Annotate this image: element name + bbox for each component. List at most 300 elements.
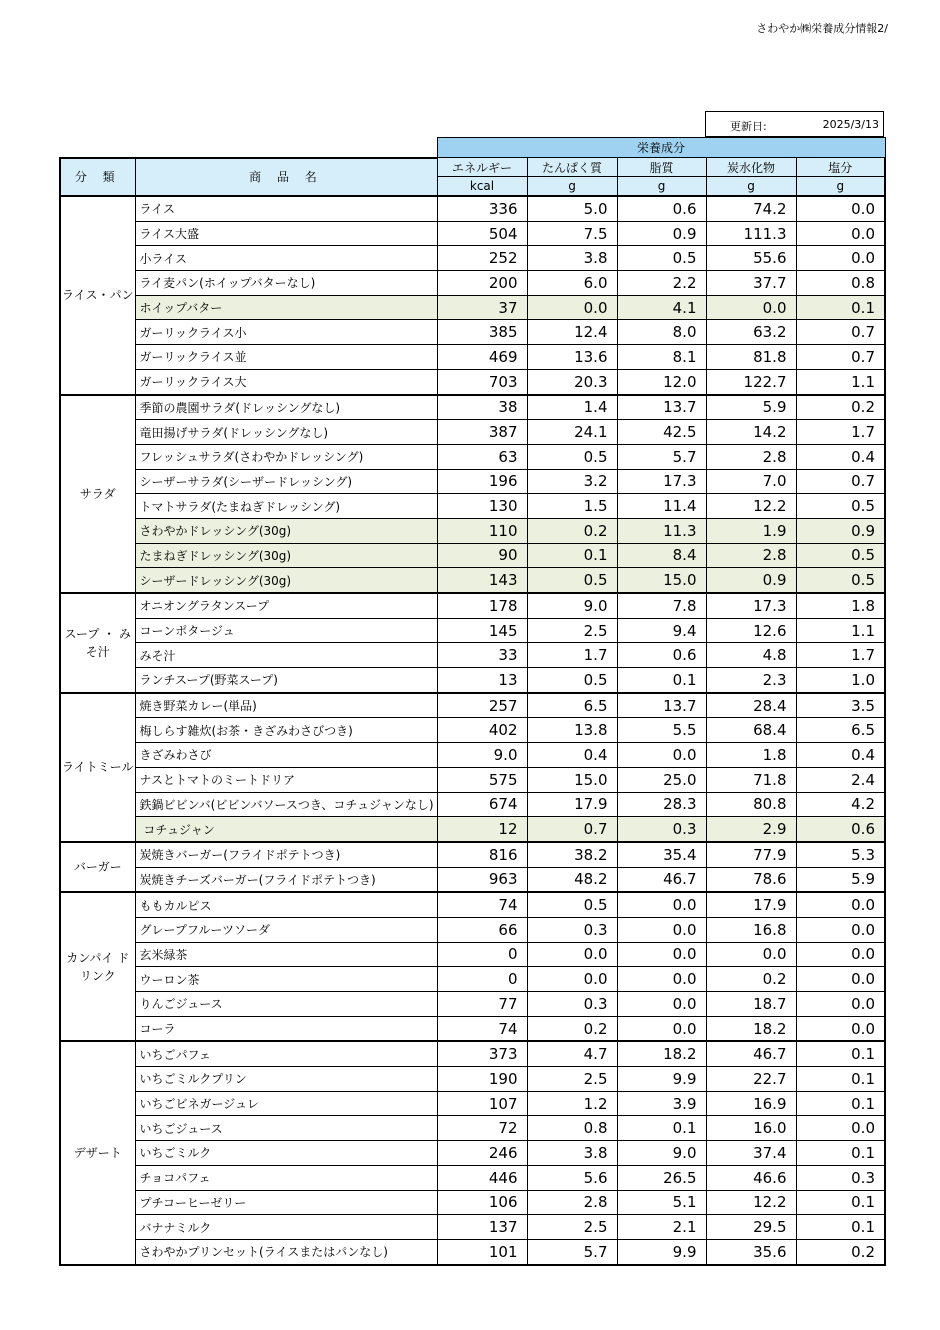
product-name: いちごパフェ xyxy=(135,1041,437,1066)
carbs-value: 35.6 xyxy=(706,1239,796,1264)
salt-value: 1.8 xyxy=(796,593,885,618)
product-name: オニオングラタンスープ xyxy=(135,593,437,618)
name-header: 商 品 名 xyxy=(135,158,437,197)
protein-value: 3.8 xyxy=(527,1141,617,1166)
fat-value: 5.5 xyxy=(617,718,706,743)
table-row xyxy=(60,842,885,867)
fat-value: 11.4 xyxy=(617,494,706,519)
protein-value: 1.5 xyxy=(527,494,617,519)
energy-value: 74 xyxy=(437,892,527,917)
protein-value: 38.2 xyxy=(527,842,617,867)
carbs-value: 0.0 xyxy=(706,295,796,320)
product-name: 梅しらす雑炊(お茶・きざみわさびつき) xyxy=(135,718,437,743)
salt-value: 0.0 xyxy=(796,221,885,246)
table-row xyxy=(60,420,885,445)
product-name: いちごビネガージュレ xyxy=(135,1091,437,1116)
carbs-value: 16.8 xyxy=(706,917,796,942)
carbs-value: 17.9 xyxy=(706,892,796,917)
protein-value: 24.1 xyxy=(527,420,617,445)
column-header-protein: たんぱく質 xyxy=(527,158,617,177)
fat-value: 13.7 xyxy=(617,395,706,420)
carbs-value: 46.6 xyxy=(706,1165,796,1190)
protein-value: 2.8 xyxy=(527,1190,617,1215)
protein-value: 0.7 xyxy=(527,817,617,842)
product-name: ウーロン茶 xyxy=(135,967,437,992)
product-name: 炭焼きバーガー(フライドポテトつき) xyxy=(135,842,437,867)
table-row xyxy=(60,395,885,420)
fat-value: 9.0 xyxy=(617,1141,706,1166)
carbs-value: 29.5 xyxy=(706,1215,796,1240)
energy-value: 674 xyxy=(437,792,527,817)
carbs-value: 12.6 xyxy=(706,618,796,643)
product-name: ガーリックライス並 xyxy=(135,345,437,370)
fat-value: 11.3 xyxy=(617,518,706,543)
salt-value: 0.7 xyxy=(796,469,885,494)
table-row xyxy=(60,221,885,246)
carbs-value: 17.3 xyxy=(706,593,796,618)
carbs-value: 2.9 xyxy=(706,817,796,842)
energy-value: 703 xyxy=(437,369,527,394)
fat-value: 0.0 xyxy=(617,892,706,917)
energy-value: 469 xyxy=(437,345,527,370)
salt-value: 0.0 xyxy=(796,917,885,942)
energy-value: 387 xyxy=(437,420,527,445)
energy-value: 504 xyxy=(437,221,527,246)
protein-value: 5.6 xyxy=(527,1165,617,1190)
salt-value: 3.5 xyxy=(796,693,885,718)
salt-value: 0.0 xyxy=(796,992,885,1017)
fat-value: 26.5 xyxy=(617,1165,706,1190)
table-row xyxy=(60,518,885,543)
protein-value: 6.5 xyxy=(527,693,617,718)
carbs-value: 16.0 xyxy=(706,1116,796,1141)
salt-value: 0.5 xyxy=(796,543,885,568)
product-name: コチュジャン xyxy=(135,817,437,842)
energy-value: 12 xyxy=(437,817,527,842)
energy-value: 446 xyxy=(437,1165,527,1190)
category-cell: サラダ xyxy=(60,395,135,594)
nutrition-title: 栄養成分 xyxy=(437,138,885,158)
category-cell: デザート xyxy=(60,1041,135,1264)
table-row xyxy=(60,792,885,817)
fat-value: 8.0 xyxy=(617,320,706,345)
fat-value: 28.3 xyxy=(617,792,706,817)
salt-value: 0.2 xyxy=(796,1239,885,1264)
salt-value: 1.7 xyxy=(796,643,885,668)
product-name: ライス大盛 xyxy=(135,221,437,246)
salt-value: 0.0 xyxy=(796,967,885,992)
carbs-value: 81.8 xyxy=(706,345,796,370)
category-cell: ライトミール xyxy=(60,693,135,842)
energy-value: 143 xyxy=(437,568,527,593)
carbs-value: 16.9 xyxy=(706,1091,796,1116)
table-row xyxy=(60,1215,885,1240)
product-name: 炭焼きチーズバーガー(フライドポテトつき) xyxy=(135,867,437,892)
column-header-fat: 脂質 xyxy=(617,158,706,177)
salt-value: 6.5 xyxy=(796,718,885,743)
product-name: みそ汁 xyxy=(135,643,437,668)
table-row xyxy=(60,1016,885,1041)
table-row xyxy=(60,494,885,519)
document-header: さわやか㈱栄養成分情報2/ xyxy=(756,22,888,35)
fat-value: 2.1 xyxy=(617,1215,706,1240)
carbs-value: 12.2 xyxy=(706,1190,796,1215)
fat-value: 42.5 xyxy=(617,420,706,445)
carbs-value: 18.7 xyxy=(706,992,796,1017)
carbs-value: 80.8 xyxy=(706,792,796,817)
column-header-energy: エネルギー xyxy=(437,158,527,177)
energy-value: 110 xyxy=(437,518,527,543)
product-name: チョコパフェ xyxy=(135,1165,437,1190)
fat-value: 15.0 xyxy=(617,568,706,593)
protein-value: 0.5 xyxy=(527,568,617,593)
table-row xyxy=(60,1141,885,1166)
energy-value: 336 xyxy=(437,196,527,221)
energy-value: 575 xyxy=(437,767,527,792)
header-spacer xyxy=(60,138,437,158)
product-name: バナナミルク xyxy=(135,1215,437,1240)
protein-value: 0.5 xyxy=(527,444,617,469)
salt-value: 1.7 xyxy=(796,420,885,445)
energy-value: 178 xyxy=(437,593,527,618)
category-cell: カンパイ ドリンク xyxy=(60,892,135,1041)
table-row xyxy=(60,1116,885,1141)
unit-protein: g xyxy=(527,177,617,197)
fat-value: 0.6 xyxy=(617,196,706,221)
table-row xyxy=(60,369,885,394)
product-name: いちごミルクプリン xyxy=(135,1067,437,1092)
energy-value: 257 xyxy=(437,693,527,718)
salt-value: 0.1 xyxy=(796,1067,885,1092)
carbs-value: 2.8 xyxy=(706,543,796,568)
product-name: コーラ xyxy=(135,1016,437,1041)
table-row xyxy=(60,817,885,842)
protein-value: 0.2 xyxy=(527,1016,617,1041)
protein-value: 7.5 xyxy=(527,221,617,246)
fat-value: 8.4 xyxy=(617,543,706,568)
fat-value: 0.1 xyxy=(617,1116,706,1141)
carbs-value: 77.9 xyxy=(706,842,796,867)
unit-salt: g xyxy=(796,177,885,197)
salt-value: 0.2 xyxy=(796,395,885,420)
product-name: ガーリックライス大 xyxy=(135,369,437,394)
carbs-value: 74.2 xyxy=(706,196,796,221)
salt-value: 0.1 xyxy=(796,1141,885,1166)
product-name: 小ライス xyxy=(135,246,437,271)
unit-energy: kcal xyxy=(437,177,527,197)
fat-value: 4.1 xyxy=(617,295,706,320)
protein-value: 12.4 xyxy=(527,320,617,345)
protein-value: 0.5 xyxy=(527,668,617,693)
salt-value: 5.9 xyxy=(796,867,885,892)
table-row xyxy=(60,1239,885,1264)
table-row xyxy=(60,1091,885,1116)
carbs-value: 122.7 xyxy=(706,369,796,394)
table-row xyxy=(60,867,885,892)
protein-value: 1.2 xyxy=(527,1091,617,1116)
table-row xyxy=(60,1067,885,1092)
product-name: コーンポタージュ xyxy=(135,618,437,643)
table-row xyxy=(60,618,885,643)
fat-value: 0.5 xyxy=(617,246,706,271)
protein-value: 0.3 xyxy=(527,992,617,1017)
carbs-value: 2.3 xyxy=(706,668,796,693)
energy-value: 246 xyxy=(437,1141,527,1166)
energy-value: 145 xyxy=(437,618,527,643)
carbs-value: 46.7 xyxy=(706,1041,796,1066)
carbs-value: 12.2 xyxy=(706,494,796,519)
energy-value: 130 xyxy=(437,494,527,519)
salt-value: 0.0 xyxy=(796,1016,885,1041)
product-name: ももカルピス xyxy=(135,892,437,917)
product-name: 季節の農園サラダ(ドレッシングなし) xyxy=(135,395,437,420)
fat-value: 3.9 xyxy=(617,1091,706,1116)
protein-value: 0.8 xyxy=(527,1116,617,1141)
fat-value: 0.1 xyxy=(617,668,706,693)
category-cell: ライス・パン xyxy=(60,196,135,395)
energy-value: 816 xyxy=(437,842,527,867)
product-name: 鉄鍋ビビンバ(ビビンバソースつき、コチュジャンなし) xyxy=(135,792,437,817)
product-name: りんごジュース xyxy=(135,992,437,1017)
protein-value: 20.3 xyxy=(527,369,617,394)
unit-carbs: g xyxy=(706,177,796,197)
protein-value: 6.0 xyxy=(527,271,617,296)
category-cell: バーガー xyxy=(60,842,135,892)
salt-value: 0.4 xyxy=(796,444,885,469)
product-name: さわやかプリンセット(ライスまたはパンなし) xyxy=(135,1239,437,1264)
table-row xyxy=(60,568,885,593)
energy-value: 196 xyxy=(437,469,527,494)
protein-value: 0.2 xyxy=(527,518,617,543)
energy-value: 0 xyxy=(437,942,527,967)
fat-value: 35.4 xyxy=(617,842,706,867)
table-row xyxy=(60,992,885,1017)
fat-value: 18.2 xyxy=(617,1041,706,1066)
carbs-value: 7.0 xyxy=(706,469,796,494)
protein-value: 0.0 xyxy=(527,295,617,320)
protein-value: 0.3 xyxy=(527,917,617,942)
fat-value: 12.0 xyxy=(617,369,706,394)
table-row xyxy=(60,295,885,320)
salt-value: 0.1 xyxy=(796,295,885,320)
fat-value: 7.8 xyxy=(617,593,706,618)
salt-value: 0.0 xyxy=(796,892,885,917)
salt-value: 1.1 xyxy=(796,618,885,643)
product-name: シーザーサラダ(シーザードレッシング) xyxy=(135,469,437,494)
table-row xyxy=(60,668,885,693)
fat-value: 46.7 xyxy=(617,867,706,892)
salt-value: 0.6 xyxy=(796,817,885,842)
protein-value: 0.4 xyxy=(527,743,617,768)
salt-value: 0.0 xyxy=(796,1116,885,1141)
product-name: ガーリックライス小 xyxy=(135,320,437,345)
fat-value: 0.6 xyxy=(617,643,706,668)
table-row xyxy=(60,917,885,942)
fat-value: 0.3 xyxy=(617,817,706,842)
fat-value: 5.1 xyxy=(617,1190,706,1215)
protein-value: 2.5 xyxy=(527,1215,617,1240)
product-name: ホイップバター xyxy=(135,295,437,320)
salt-value: 2.4 xyxy=(796,767,885,792)
carbs-value: 18.2 xyxy=(706,1016,796,1041)
table-row xyxy=(60,1165,885,1190)
salt-value: 0.3 xyxy=(796,1165,885,1190)
table-row xyxy=(60,693,885,718)
table-row xyxy=(60,444,885,469)
table-row xyxy=(60,967,885,992)
fat-value: 5.7 xyxy=(617,444,706,469)
energy-value: 101 xyxy=(437,1239,527,1264)
fat-value: 0.0 xyxy=(617,967,706,992)
protein-value: 1.7 xyxy=(527,643,617,668)
product-name: いちごミルク xyxy=(135,1141,437,1166)
salt-value: 1.0 xyxy=(796,668,885,693)
product-name: いちごジュース xyxy=(135,1116,437,1141)
protein-value: 0.5 xyxy=(527,892,617,917)
carbs-value: 63.2 xyxy=(706,320,796,345)
energy-value: 106 xyxy=(437,1190,527,1215)
energy-value: 402 xyxy=(437,718,527,743)
salt-value: 0.7 xyxy=(796,320,885,345)
energy-value: 72 xyxy=(437,1116,527,1141)
table-row xyxy=(60,643,885,668)
energy-value: 137 xyxy=(437,1215,527,1240)
salt-value: 1.1 xyxy=(796,369,885,394)
carbs-value: 2.8 xyxy=(706,444,796,469)
fat-value: 9.9 xyxy=(617,1239,706,1264)
protein-value: 13.6 xyxy=(527,345,617,370)
table-row xyxy=(60,1190,885,1215)
salt-value: 0.7 xyxy=(796,345,885,370)
fat-value: 9.9 xyxy=(617,1067,706,1092)
salt-value: 0.0 xyxy=(796,246,885,271)
update-date: 2025/3/13 xyxy=(822,118,879,131)
carbs-value: 37.7 xyxy=(706,271,796,296)
fat-value: 2.2 xyxy=(617,271,706,296)
salt-value: 0.8 xyxy=(796,271,885,296)
unit-fat: g xyxy=(617,177,706,197)
protein-value: 15.0 xyxy=(527,767,617,792)
product-name: プチコーヒーゼリー xyxy=(135,1190,437,1215)
carbs-value: 14.2 xyxy=(706,420,796,445)
product-name: グレープフルーツソーダ xyxy=(135,917,437,942)
fat-value: 9.4 xyxy=(617,618,706,643)
fat-value: 0.0 xyxy=(617,942,706,967)
protein-value: 9.0 xyxy=(527,593,617,618)
table-row xyxy=(60,543,885,568)
salt-value: 0.1 xyxy=(796,1215,885,1240)
salt-value: 0.5 xyxy=(796,568,885,593)
carbs-value: 4.8 xyxy=(706,643,796,668)
energy-value: 13 xyxy=(437,668,527,693)
energy-value: 0 xyxy=(437,967,527,992)
salt-value: 0.4 xyxy=(796,743,885,768)
table-row xyxy=(60,345,885,370)
carbs-value: 1.8 xyxy=(706,743,796,768)
carbs-value: 28.4 xyxy=(706,693,796,718)
fat-value: 0.0 xyxy=(617,917,706,942)
column-header-carbs: 炭水化物 xyxy=(706,158,796,177)
table-row xyxy=(60,892,885,917)
product-name: シーザードレッシング(30g) xyxy=(135,568,437,593)
fat-value: 13.7 xyxy=(617,693,706,718)
carbs-value: 71.8 xyxy=(706,767,796,792)
protein-value: 0.0 xyxy=(527,967,617,992)
protein-value: 3.2 xyxy=(527,469,617,494)
product-name: 焼き野菜カレー(単品) xyxy=(135,693,437,718)
column-header-salt: 塩分 xyxy=(796,158,885,177)
table-row xyxy=(60,320,885,345)
protein-value: 5.0 xyxy=(527,196,617,221)
carbs-value: 1.9 xyxy=(706,518,796,543)
table-row xyxy=(60,942,885,967)
nutrition-table xyxy=(59,137,886,1266)
fat-value: 0.0 xyxy=(617,743,706,768)
table-row xyxy=(60,767,885,792)
product-name: きざみわさび xyxy=(135,743,437,768)
energy-value: 90 xyxy=(437,543,527,568)
energy-value: 74 xyxy=(437,1016,527,1041)
protein-value: 0.1 xyxy=(527,543,617,568)
carbs-value: 78.6 xyxy=(706,867,796,892)
salt-value: 4.2 xyxy=(796,792,885,817)
carbs-value: 0.2 xyxy=(706,967,796,992)
protein-value: 3.8 xyxy=(527,246,617,271)
fat-value: 25.0 xyxy=(617,767,706,792)
product-name: 竜田揚げサラダ(ドレッシングなし) xyxy=(135,420,437,445)
energy-value: 77 xyxy=(437,992,527,1017)
protein-value: 4.7 xyxy=(527,1041,617,1066)
salt-value: 0.0 xyxy=(796,942,885,967)
fat-value: 17.3 xyxy=(617,469,706,494)
energy-value: 385 xyxy=(437,320,527,345)
product-name: ナスとトマトのミートドリア xyxy=(135,767,437,792)
energy-value: 963 xyxy=(437,867,527,892)
table-body xyxy=(60,196,885,1265)
product-name: フレッシュサラダ(さわやかドレッシング) xyxy=(135,444,437,469)
energy-value: 373 xyxy=(437,1041,527,1066)
carbs-value: 5.9 xyxy=(706,395,796,420)
energy-value: 9.0 xyxy=(437,743,527,768)
salt-value: 0.1 xyxy=(796,1190,885,1215)
table-row xyxy=(60,593,885,618)
fat-value: 0.0 xyxy=(617,992,706,1017)
product-name: 玄米緑茶 xyxy=(135,942,437,967)
energy-value: 252 xyxy=(437,246,527,271)
salt-value: 0.1 xyxy=(796,1091,885,1116)
salt-value: 5.3 xyxy=(796,842,885,867)
product-name: たまねぎドレッシング(30g) xyxy=(135,543,437,568)
protein-value: 2.5 xyxy=(527,618,617,643)
carbs-value: 68.4 xyxy=(706,718,796,743)
salt-value: 0.9 xyxy=(796,518,885,543)
energy-value: 38 xyxy=(437,395,527,420)
protein-value: 0.0 xyxy=(527,942,617,967)
category-header: 分 類 xyxy=(60,158,135,197)
energy-value: 63 xyxy=(437,444,527,469)
protein-value: 48.2 xyxy=(527,867,617,892)
energy-value: 33 xyxy=(437,643,527,668)
protein-value: 1.4 xyxy=(527,395,617,420)
product-name: ライ麦パン(ホイップバターなし) xyxy=(135,271,437,296)
table-row xyxy=(60,1041,885,1066)
table-row xyxy=(60,196,885,221)
protein-value: 17.9 xyxy=(527,792,617,817)
salt-value: 0.5 xyxy=(796,494,885,519)
carbs-value: 0.9 xyxy=(706,568,796,593)
fat-value: 0.0 xyxy=(617,1016,706,1041)
carbs-value: 22.7 xyxy=(706,1067,796,1092)
